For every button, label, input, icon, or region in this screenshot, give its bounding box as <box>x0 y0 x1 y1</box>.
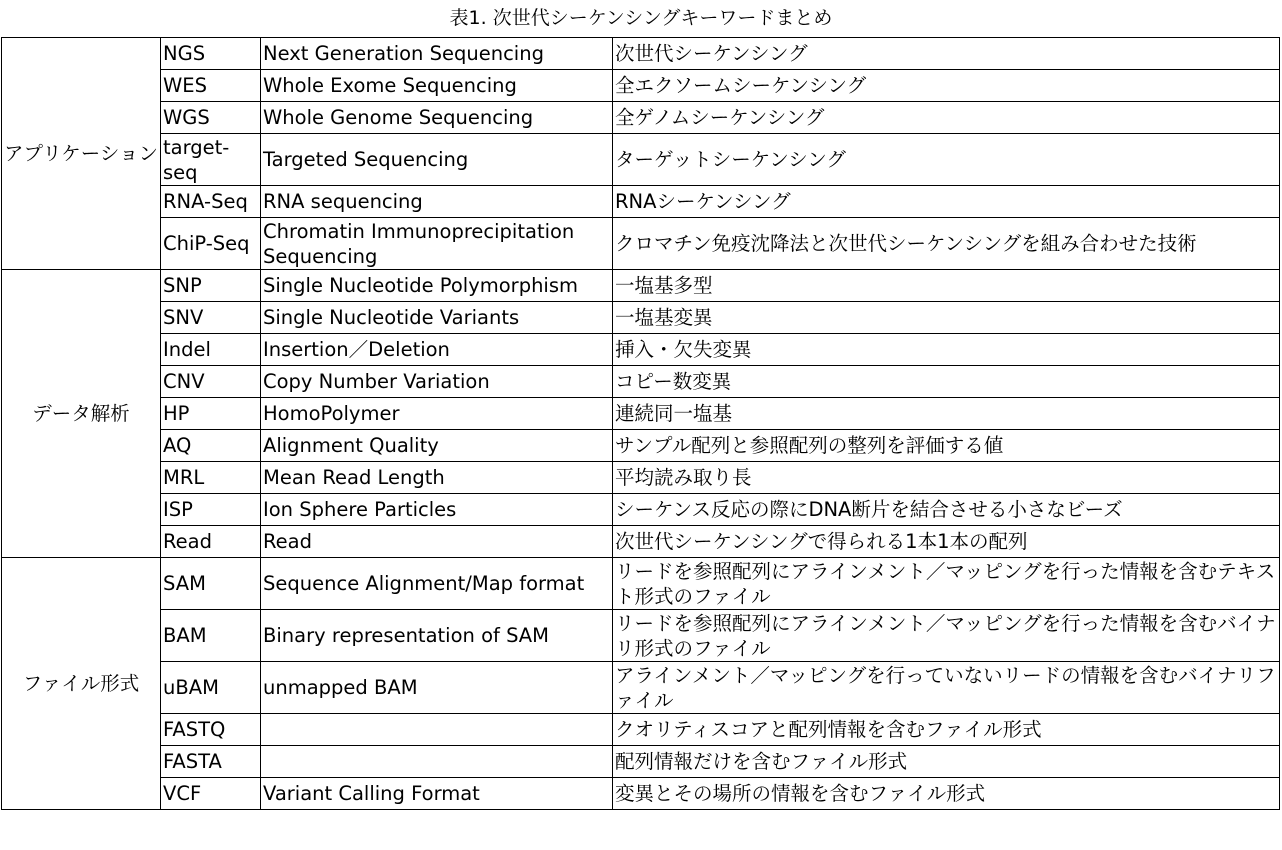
table-row <box>2 302 1280 334</box>
abbreviation-cell: MRL <box>161 462 261 494</box>
keyword-table <box>1 37 1280 810</box>
description-cell: 全ゲノムシーケンシング <box>613 102 1280 134</box>
description-cell: シーケンス反応の際にDNA断片を結合させる小さなビーズ <box>613 494 1280 526</box>
description-cell: 一塩基変異 <box>613 302 1280 334</box>
table-row <box>2 714 1280 746</box>
full-name-cell: Next Generation Sequencing <box>261 38 613 70</box>
table-row <box>2 134 1280 186</box>
description-cell: クロマチン免疫沈降法と次世代シーケンシングを組み合わせた技術 <box>613 218 1280 270</box>
full-name-cell <box>261 714 613 746</box>
category-cell: アプリケーション <box>2 38 161 270</box>
full-name-cell: Copy Number Variation <box>261 366 613 398</box>
full-name-cell: Mean Read Length <box>261 462 613 494</box>
abbreviation-cell: FASTA <box>161 746 261 778</box>
full-name-cell: Chromatin Immunoprecipitation Sequencing <box>261 218 613 270</box>
abbreviation-cell: WES <box>161 70 261 102</box>
abbreviation-cell: WGS <box>161 102 261 134</box>
table-row <box>2 558 1280 610</box>
description-cell: 配列情報だけを含むファイル形式 <box>613 746 1280 778</box>
description-cell: ターゲットシーケンシング <box>613 134 1280 186</box>
abbreviation-cell: ChiP-Seq <box>161 218 261 270</box>
category-cell: データ解析 <box>2 270 161 558</box>
description-cell: 一塩基多型 <box>613 270 1280 302</box>
table-row <box>2 462 1280 494</box>
description-cell: 連続同一塩基 <box>613 398 1280 430</box>
full-name-cell: Single Nucleotide Variants <box>261 302 613 334</box>
abbreviation-cell: uBAM <box>161 662 261 714</box>
full-name-cell: Sequence Alignment/Map format <box>261 558 613 610</box>
full-name-cell: Whole Exome Sequencing <box>261 70 613 102</box>
table-row <box>2 38 1280 70</box>
abbreviation-cell: BAM <box>161 610 261 662</box>
abbreviation-cell: FASTQ <box>161 714 261 746</box>
description-cell: アラインメント／マッピングを行っていないリードの情報を含むバイナリファイル <box>613 662 1280 714</box>
full-name-cell: Read <box>261 526 613 558</box>
description-cell: コピー数変異 <box>613 366 1280 398</box>
full-name-cell <box>261 746 613 778</box>
description-cell: 全エクソームシーケンシング <box>613 70 1280 102</box>
keyword-table-body <box>2 38 1280 810</box>
abbreviation-cell: SAM <box>161 558 261 610</box>
full-name-cell: HomoPolymer <box>261 398 613 430</box>
abbreviation-cell: Read <box>161 526 261 558</box>
full-name-cell: Binary representation of SAM <box>261 610 613 662</box>
description-cell: 変異とその場所の情報を含むファイル形式 <box>613 778 1280 810</box>
table-row <box>2 778 1280 810</box>
full-name-cell: Insertion／Deletion <box>261 334 613 366</box>
description-cell: リードを参照配列にアラインメント／マッピングを行った情報を含むバイナリ形式のファイル <box>613 610 1280 662</box>
abbreviation-cell: SNP <box>161 270 261 302</box>
abbreviation-cell: SNV <box>161 302 261 334</box>
description-cell: 平均読み取り長 <box>613 462 1280 494</box>
table-row <box>2 366 1280 398</box>
full-name-cell: Single Nucleotide Polymorphism <box>261 270 613 302</box>
table-row <box>2 746 1280 778</box>
table-row <box>2 398 1280 430</box>
full-name-cell: Targeted Sequencing <box>261 134 613 186</box>
table-row <box>2 186 1280 218</box>
abbreviation-cell: ISP <box>161 494 261 526</box>
table-row <box>2 610 1280 662</box>
table-title: 表1. 次世代シーケンシングキーワードまとめ <box>449 7 833 29</box>
full-name-cell: Ion Sphere Particles <box>261 494 613 526</box>
table-row <box>2 430 1280 462</box>
full-name-cell: RNA sequencing <box>261 186 613 218</box>
abbreviation-cell: target-seq <box>161 134 261 186</box>
abbreviation-cell: Indel <box>161 334 261 366</box>
description-cell: リードを参照配列にアラインメント／マッピングを行った情報を含むテキスト形式のファイル <box>613 558 1280 610</box>
description-cell: クオリティスコアと配列情報を含むファイル形式 <box>613 714 1280 746</box>
full-name-cell: Variant Calling Format <box>261 778 613 810</box>
description-cell: RNAシーケンシング <box>613 186 1280 218</box>
abbreviation-cell: RNA-Seq <box>161 186 261 218</box>
category-cell: ファイル形式 <box>2 558 161 810</box>
table-row <box>2 662 1280 714</box>
table-row <box>2 218 1280 270</box>
table-row <box>2 70 1280 102</box>
abbreviation-cell: NGS <box>161 38 261 70</box>
full-name-cell: Alignment Quality <box>261 430 613 462</box>
full-name-cell: unmapped BAM <box>261 662 613 714</box>
abbreviation-cell: AQ <box>161 430 261 462</box>
abbreviation-cell: VCF <box>161 778 261 810</box>
description-cell: 次世代シーケンシング <box>613 38 1280 70</box>
description-cell: 次世代シーケンシングで得られる1本1本の配列 <box>613 526 1280 558</box>
abbreviation-cell: CNV <box>161 366 261 398</box>
table-row <box>2 270 1280 302</box>
table-row <box>2 334 1280 366</box>
description-cell: 挿入・欠失変異 <box>613 334 1280 366</box>
abbreviation-cell: HP <box>161 398 261 430</box>
table-row <box>2 526 1280 558</box>
description-cell: サンプル配列と参照配列の整列を評価する値 <box>613 430 1280 462</box>
full-name-cell: Whole Genome Sequencing <box>261 102 613 134</box>
table-row <box>2 494 1280 526</box>
table-row <box>2 102 1280 134</box>
